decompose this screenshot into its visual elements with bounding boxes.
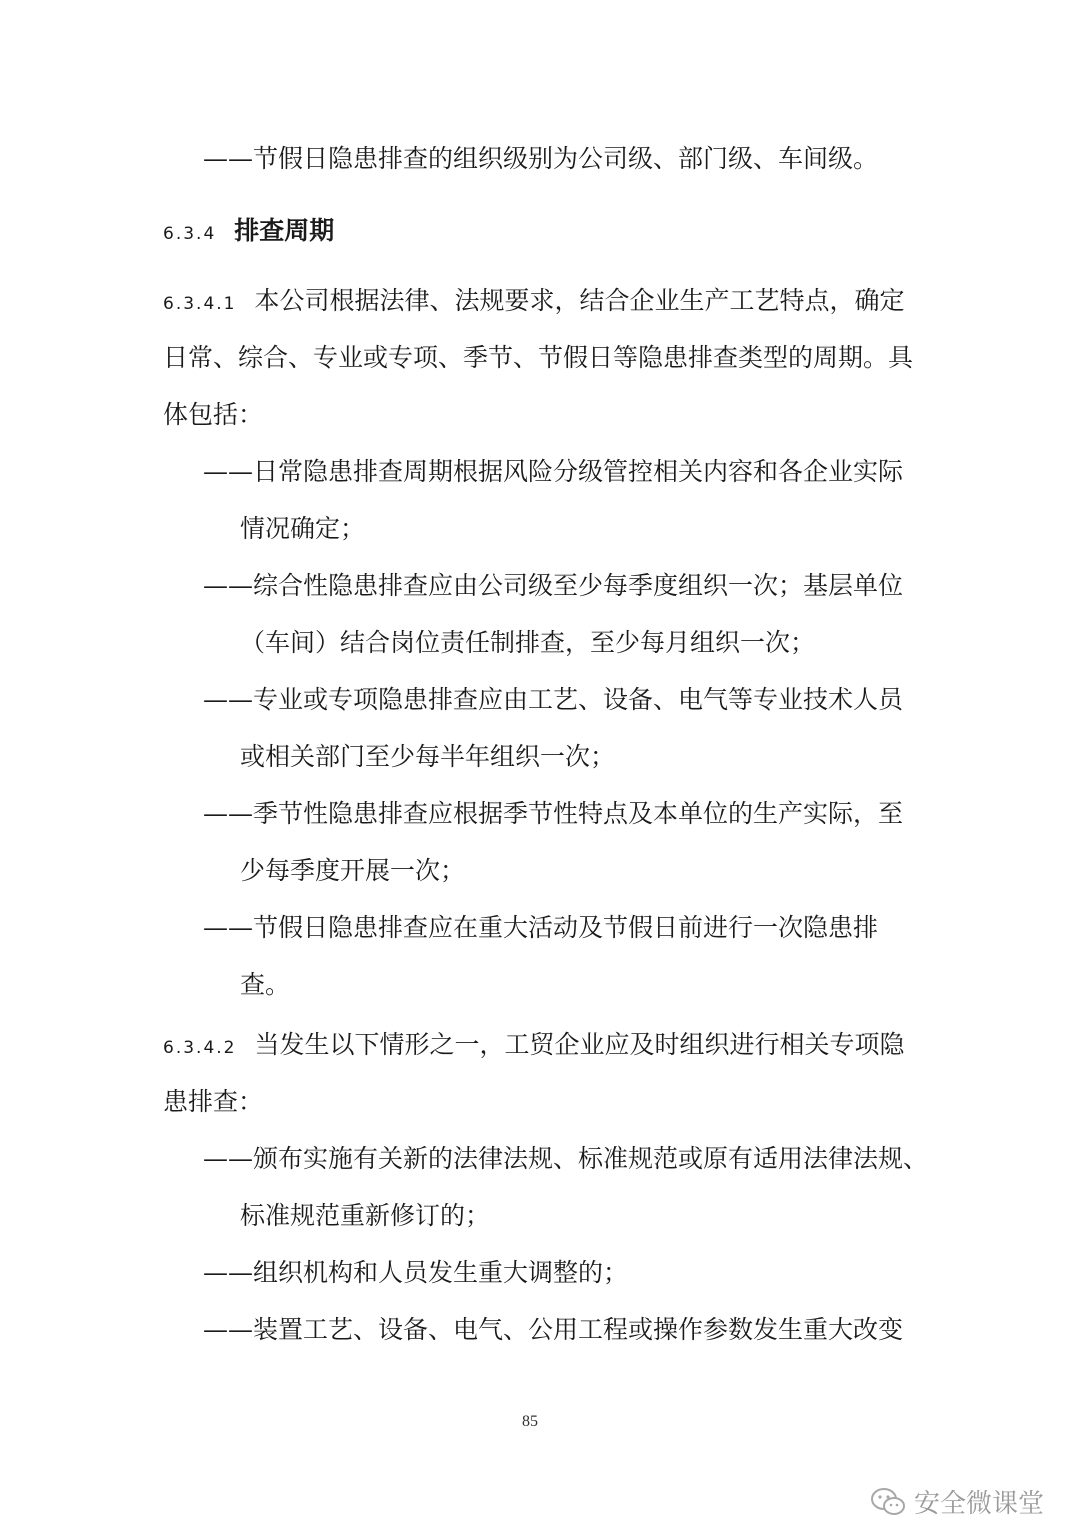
- paragraph-first-line: [163, 1028, 904, 1065]
- text-line: 体包括：: [163, 400, 264, 429]
- section-heading: [163, 214, 334, 251]
- list-item: ——组织机构和人员发生重大调整的；: [203, 1258, 629, 1287]
- list-item-continuation: 情况确定；: [240, 514, 366, 543]
- text-line: 当发生以下情形之一，工贸企业应及时组织进行相关专项隐: [254, 1030, 905, 1059]
- text-line: ——节假日隐患排查的组织级别为公司级、部门级、车间级。: [203, 144, 879, 173]
- section-number: 6.3.4: [163, 224, 217, 244]
- wechat-icon: [870, 1487, 906, 1517]
- list-item-continuation: 标准规范重新修订的；: [240, 1201, 491, 1230]
- list-item: ——装置工艺、设备、电气、公用工程或操作参数发生重大改变: [203, 1315, 904, 1344]
- watermark-text: 安全微课堂: [913, 1489, 1044, 1519]
- list-item-continuation: 或相关部门至少每半年组织一次；: [240, 742, 616, 771]
- page-number: 85: [522, 1413, 538, 1430]
- list-item: ——季节性隐患排查应根据季节性特点及本单位的生产实际，至: [203, 799, 904, 828]
- section-number: 6.3.4.2: [163, 1038, 237, 1058]
- list-item-continuation: （车间）结合岗位责任制排查，至少每月组织一次；: [240, 628, 816, 657]
- list-item: ——综合性隐患排查应由公司级至少每季度组织一次；基层单位: [203, 571, 904, 600]
- list-item: ——颁布实施有关新的法律法规、标准规范或原有适用法律法规、: [203, 1144, 929, 1173]
- paragraph-first-line: [163, 284, 904, 321]
- list-item: ——日常隐患排查周期根据风险分级管控相关内容和各企业实际: [203, 457, 904, 486]
- section-number: 6.3.4.1: [163, 294, 237, 314]
- list-item-continuation: 查。: [240, 970, 291, 999]
- list-item: ——节假日隐患排查应在重大活动及节假日前进行一次隐患排: [203, 913, 879, 942]
- watermark: [870, 1483, 1044, 1520]
- section-title: 排查周期: [234, 216, 335, 245]
- list-item-continuation: 少每季度开展一次；: [240, 856, 466, 885]
- text-line: 患排查：: [163, 1087, 264, 1116]
- list-item: ——专业或专项隐患排查应由工艺、设备、电气等专业技术人员: [203, 685, 904, 714]
- text-line: 日常、综合、专业或专项、季节、节假日等隐患排查类型的周期。具: [163, 343, 914, 372]
- text-line: 本公司根据法律、法规要求，结合企业生产工艺特点，确定: [254, 286, 905, 315]
